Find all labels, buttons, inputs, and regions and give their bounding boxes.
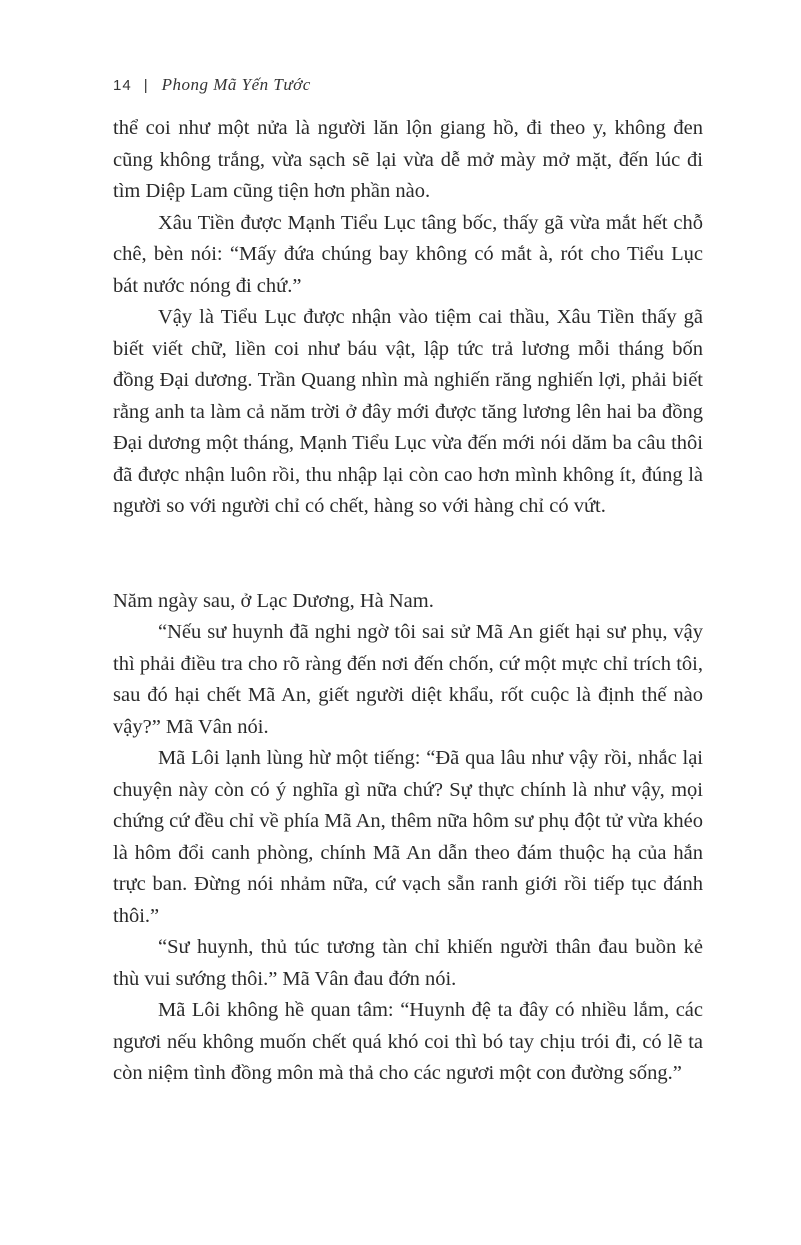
page-number: 14: [113, 76, 132, 94]
scene-heading-paragraph: Năm ngày sau, ở Lạc Dương, Hà Nam.: [113, 589, 434, 612]
paragraph: “Sư huynh, thủ túc tương tàn chỉ khiến người thân đau buồn kẻ thù vui sướng thôi.” Mã Vân đau đớn nói.: [113, 936, 703, 990]
paragraph: Vậy là Tiểu Lục được nhận vào tiệm cai thầu, Xâu Tiền thấy gã biết viết chữ, liền coi như báu vật, lập tức trả lương mỗi tháng bốn đồng Đại dương. Trần Quang nhìn mà nghiến răng nghiến lợi, phải biết rằng anh ta làm cả năm trời ở đây mới được tăng lương lên hai ba đồng Đại dương một tháng, Mạnh Tiểu Lục vừa đến mới nói dăm ba câu thôi đã được nhận luôn rồi, thu nhập lại còn cao hơn mình không ít, đúng là người so với người chỉ có chết, hàng so với hàng chỉ có vứt.: [113, 306, 703, 517]
running-header: [113, 70, 311, 100]
scene-break: [113, 523, 703, 586]
paragraph: Xâu Tiền được Mạnh Tiểu Lục tâng bốc, thấy gã vừa mắt hết chỗ chê, bèn nói: “Mấy đứa chúng bay không có mắt à, rót cho Tiểu Lục bát nước nóng đi chứ.”: [113, 211, 703, 297]
header-divider: |: [143, 76, 148, 94]
paragraph: “Nếu sư huynh đã nghi ngờ tôi sai sử Mã An giết hại sư phụ, vậy thì phải điều tra cho rõ ràng đến nơi đến chốn, cứ một mực chỉ trích tôi, sau đó hại chết Mã An, giết người diệt khẩu, rốt cuộc là định thế nào vậy?” Mã Vân nói.: [113, 621, 703, 738]
paragraph: thể coi như một nửa là người lăn lộn giang hồ, đi theo y, không đen cũng không trắng, vừa sạch sẽ lại vừa dễ mở mày mở mặt, đến lúc đi tìm Diệp Lam cũng tiện hơn phần nào.: [113, 117, 703, 202]
paragraph: Mã Lôi lạnh lùng hừ một tiếng: “Đã qua lâu như vậy rồi, nhắc lại chuyện này còn có ý nghĩa gì nữa chứ? Sự thực chính là như vậy, mọi chứng cứ đều chỉ về phía Mã An, thêm nữa hôm sư phụ đột tử vừa khéo là hôm đổi canh phòng, chính Mã An dẫn theo đám thuộc hạ của hắn trực ban. Đừng nói nhảm nữa, cứ vạch sẵn ranh giới rồi tiếp tục đánh thôi.”: [113, 747, 703, 927]
paragraph: Mã Lôi không hề quan tâm: “Huynh đệ ta đây có nhiều lắm, các ngươi nếu không muốn chết quá khó coi thì bó tay chịu trói đi, có lẽ ta còn niệm tình đồng môn mà thả cho các ngươi một con đường sống.”: [113, 999, 703, 1084]
page-body: [113, 113, 703, 1090]
book-title: Phong Mã Yến Tước: [161, 75, 311, 94]
